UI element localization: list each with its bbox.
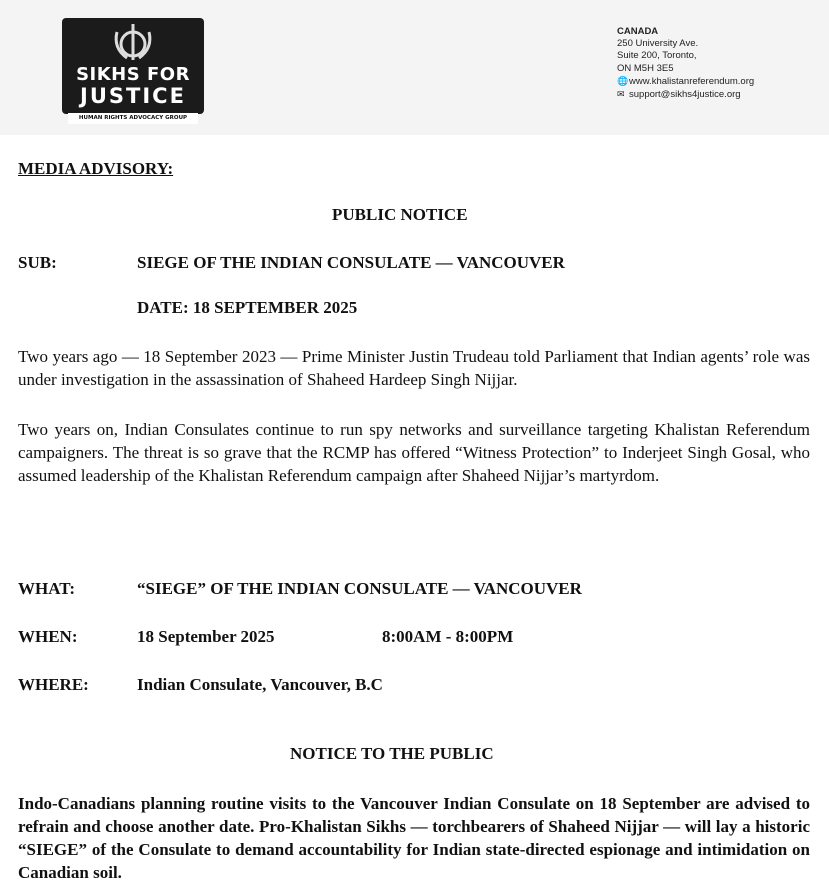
envelope-icon: ✉ [617, 89, 625, 100]
media-advisory-heading: MEDIA ADVISORY: [18, 159, 174, 178]
logo-line2: JUSTICE [80, 84, 186, 108]
where-value: Indian Consulate, Vancouver, B.C [137, 675, 383, 694]
what-label: WHAT: [18, 579, 75, 598]
khanda-emblem-icon [111, 22, 155, 64]
contact-email[interactable]: support@sikhs4justice.org [629, 89, 741, 101]
public-notice-heading: PUBLIC NOTICE [332, 205, 468, 224]
globe-icon: 🌐 [617, 75, 629, 86]
contact-address-line1: 250 University Ave. [617, 38, 699, 50]
contact-block [617, 26, 754, 101]
logo-tagline: HUMAN RIGHTS ADVOCACY GROUP [68, 113, 198, 124]
notice-to-public-heading: NOTICE TO THE PUBLIC [290, 744, 494, 763]
contact-address-line2: Suite 200, Toronto, [617, 50, 697, 62]
sub-value: SIEGE OF THE INDIAN CONSULATE — VANCOUVER [137, 253, 565, 272]
when-date: 18 September 2025 [137, 627, 275, 646]
when-label: WHEN: [18, 627, 78, 646]
date-line: DATE: 18 SEPTEMBER 2025 [137, 298, 358, 317]
logo-line1: SIKHS FOR [76, 64, 190, 85]
contact-website[interactable]: www.khalistanreferendum.org [629, 75, 755, 87]
contact-country: CANADA [617, 26, 659, 37]
what-value: “SIEGE” OF THE INDIAN CONSULATE — VANCOUVER [137, 579, 582, 598]
sikhs-for-justice-logo [62, 18, 204, 121]
contact-website-row[interactable] [617, 75, 754, 88]
when-time: 8:00AM - 8:00PM [382, 627, 514, 646]
paragraph-2: Two years on, Indian Consulates continue to run spy networks and surveillance targeting Khalistan Referendum campaigners. The threat is so grave that the RCMP has offered “Witness Protection” to Inderjeet Singh Gosal, who assumed leadership of the Khalistan Referendum campaign after Shaheed Nijjar’s martyrdom. [18, 420, 810, 485]
contact-address-line3: ON M5H 3E5 [617, 62, 674, 74]
sub-label: SUB: [18, 253, 57, 272]
contact-email-row[interactable] [617, 88, 754, 101]
notice-paragraph: Indo-Canadians planning routine visits to the Vancouver Indian Consulate on 18 September are advised to refrain and choose another date. Pro-Khalistan Sikhs — torchbearers of Shaheed Nijjar — will lay a historic “SIEGE” of the Consulate to demand accountability for Indian state-directed espionage and intimidation on Canadian soil. [18, 794, 810, 882]
where-label: WHERE: [18, 675, 89, 694]
paragraph-1: Two years ago — 18 September 2023 — Prime Minister Justin Trudeau told Parliament that Indian agents’ role was under investigation in the assassination of Shaheed Hardeep Singh Nijjar. [18, 347, 810, 389]
